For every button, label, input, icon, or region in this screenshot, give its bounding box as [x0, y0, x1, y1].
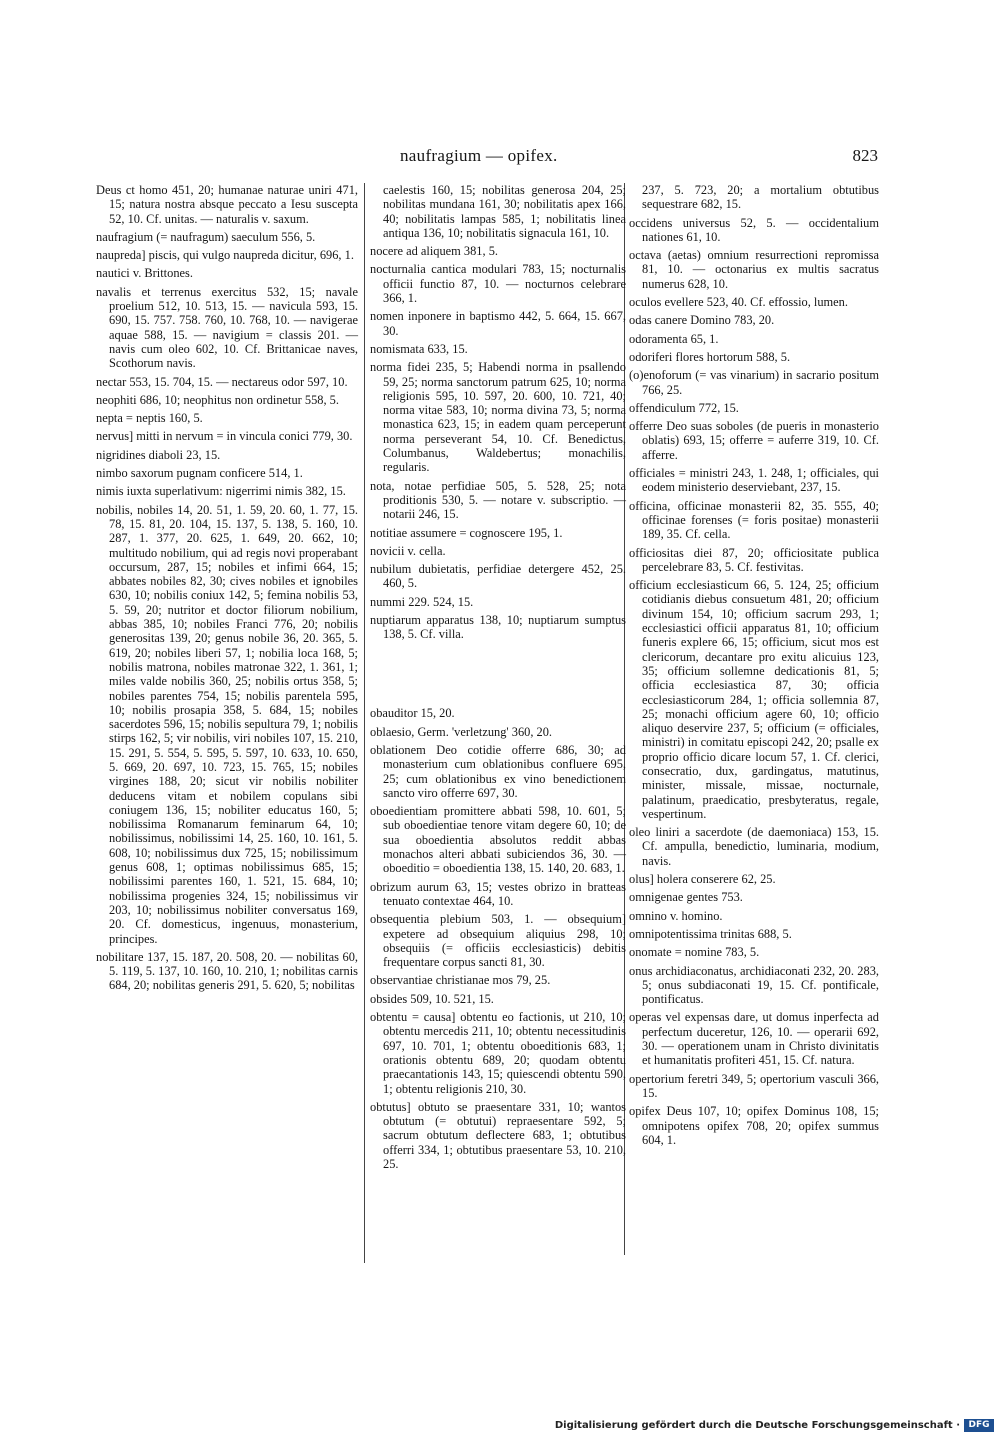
index-entry: nota, notae perfidiae 505, 5. 528, 25; nota proditionis 530, 5. — notare v. subscriptio. — notarii 246, 15.	[370, 478, 626, 522]
index-entry: nepta = neptis 160, 5.	[96, 411, 203, 426]
index-entry: oleo liniri a sacerdote (de daemoniaca) 153, 15. Cf. ampulla, benedictio, luminaria, modium, navis.	[629, 825, 879, 868]
index-entry: odoriferi flores hortorum 588, 5.	[629, 349, 791, 364]
index-entry: nigridines diaboli 23, 15.	[96, 447, 221, 462]
index-entry: (o)enoforum (= vas vinarium) in sacrario positum 766, 25.	[629, 368, 879, 397]
index-entry: odoramenta 65, 1.	[629, 331, 719, 346]
index-entry: opertorium feretri 349, 5; opertorium vasculi 366, 15.	[629, 1071, 879, 1100]
index-entry: odas canere Domino 783, 20.	[629, 313, 775, 328]
index-entry: 237, 5. 723, 20; a mortalium obtutibus sequestrare 682, 15.	[642, 183, 879, 212]
index-entry: naufragium (= naufragum) saeculum 556, 5.	[96, 229, 316, 244]
page-number: 823	[852, 146, 878, 165]
index-entry: omnigenae gentes 753.	[629, 890, 743, 905]
page-header	[0, 146, 1000, 172]
index-entry: officiositas diei 87, 20; officiositate publica percelebrare 83, 5. Cf. festivitas.	[629, 545, 879, 574]
index-entry: onomate = nomine 783, 5.	[629, 945, 760, 960]
index-entry: nervus] mitti in nervum = in vincula conici 779, 30.	[96, 429, 353, 444]
index-entry: nobilis, nobiles 14, 20. 51, 1. 59, 20. 60, 1. 77, 15. 78, 15. 81, 20. 104, 15. 137, 5. 138, 5. 160, 10. 287, 1. 377, 20. 625, 1. 649, 20. 662, 10; multitudo nobilium, qui ad regis novi properabant occursum, 287, 15; nobiles et infimi 664, 15; abbates nobiles 82, 30; cives nobiles et ignobiles 630, 10; nobilis coniux 142, 5; femina nobilis 53, 5. 59, 20; nutritor et doctor filiorum nobilium, abbas 385, 10; nobiles Franci 776, 20; nobilis generositas 139, 20; genus nobile 36, 20. 365, 5. 619, 20; nobiles liberi 57, 1; nobilia loca 168, 5; nobilis matrona, nobiles matronae 322, 1. 361, 1; miles valde nobilis 360, 25; nobilis ortus 358, 5; nobiles parentes 754, 15; nobilis parentela 595, 10; nobilis prosapia 358, 5. 684, 15; nobiles sacerdotes 596, 15; nobilis sepultura 79, 1; nobilis stirps 162, 5; vir nobilis, viri nobiles 107, 15. 210, 15. 291, 5. 554, 5. 595, 5. 597, 10. 633, 10. 650, 5. 669, 20. 697, 10. 723, 15. 765, 15; nobiles virgines 188, 20; sicut vir nobilis nobiliter deducens vitam et nobilem copulans sibi coniugem 136, 15; nobiliter educatus 160, 5; nobilissima Romanarum feminarum 64, 10; nobilissimus, nobilissimi 14, 25. 160, 10. 161, 5. 608, 10; nobilissimus dux 725, 15; nobilissimum genus 608, 1; optimas nobilissimus 685, 15; nobilissimi parentes 160, 1. 521, 15. 684, 10; nobilissima progenies 324, 15; nobilissimus vir 203, 10; nobilissimus nobiliter conversatus 169, 20. Cf. domesticus, ingenuus, monasterium, principes.	[96, 502, 358, 946]
index-entry: observantiae christianae mos 79, 25.	[370, 973, 551, 988]
index-entry: obtentu = causa] obtentu eo factionis, ut 210, 10; obtentu mercedis 211, 10; obtentu necessitudinis 697, 10. 701, 1; obtentu oboeditionis 683, 1; orationis obtentu 689, 20; quodam obtentu praecantationis 143, 15; quiescendi obtentu 590, 1; obtentu religionis 210, 30.	[370, 1010, 626, 1096]
index-entry: offendiculum 772, 15.	[629, 400, 739, 415]
index-entry: caelestis 160, 15; nobilitas generosa 204, 25; nobilitas mundana 161, 30; nobilitatis apex 166, 40; nobilitatis lampas 585, 1; nobilitatis linea antiqua 136, 10; nobilitatis signacula 161, 10.	[383, 183, 626, 240]
index-entry: novicii v. cella.	[370, 543, 446, 558]
index-entry: olus] holera conserere 62, 25.	[629, 872, 776, 887]
index-entry: offerre Deo suas soboles (de pueris in monasterio oblatis) 693, 15; offerre = auferre 319, 10. Cf. afferre.	[629, 419, 879, 462]
index-entry: obrizum aurum 63, 15; vestes obrizo in bratteas tenuato contextae 464, 10.	[370, 879, 626, 908]
index-entry: opifex Deus 107, 10; opifex Dominus 108, 15; omnipotens opifex 708, 20; opifex summus 604, 1.	[629, 1104, 879, 1147]
column-divider	[364, 183, 365, 1263]
index-column-1	[96, 183, 358, 997]
index-column-3	[629, 183, 879, 1151]
index-entry: Deus ct homo 451, 20; humanae naturae uniri 471, 15; natura nostra absque peccato a Iesu suscepta 52, 10. Cf. unitas. — naturalis v. saxum.	[96, 183, 358, 226]
index-entry: nocere ad aliquem 381, 5.	[370, 244, 498, 259]
index-entry: oblationem Deo cotidie offerre 686, 30; ad monasterium cum oblationibus confluere 695, 25; cum oblationibus ex vino benedictionem sancto viro offerre 697, 30.	[370, 742, 626, 800]
index-entry: nimis iuxta superlativum: nigerrimi nimis 382, 15.	[96, 484, 346, 499]
index-entry: nuptiarum apparatus 138, 10; nuptiarum sumptus 138, 5. Cf. villa.	[370, 613, 626, 642]
page-footer	[555, 1418, 994, 1432]
index-entry: operas vel expensas dare, ut domus inperfecta ad perfectum duceretur, 126, 10. — operarii 692, 30. — operationem unam in Christo divinitatis et humanitatis profiteri 451, 15. Cf. natura.	[629, 1010, 879, 1068]
index-entry: obsides 509, 10. 521, 15.	[370, 991, 494, 1006]
index-entry: nautici v. Brittones.	[96, 266, 193, 281]
index-entry: nubilum dubietatis, perfidiae detergere 452, 25. 460, 5.	[370, 562, 626, 591]
index-entry: omnino v. homino.	[629, 908, 723, 923]
index-entry: officina, officinae monasterii 82, 35. 555, 40; officinae forenses (= foris positae) monasterii 189, 35. Cf. cella.	[629, 498, 879, 542]
index-entry: nomen inponere in baptismo 442, 5. 664, 15. 667, 30.	[370, 309, 626, 338]
index-entry: omnipotentissima trinitas 688, 5.	[629, 926, 792, 941]
index-entry: officiales = ministri 243, 1. 248, 1; officiales, qui eodem ministerio deserviebant, 237, 15.	[629, 466, 879, 495]
index-entry: nummi 229. 524, 15.	[370, 594, 474, 609]
index-entry: oboedientiam promittere abbati 598, 10. 601, 5; sub oboedientiae tenore vitam degere 60, 10; de sua oboedientia absolutos reddit abbas monachos alteri abbati subiciendos 36, 30. — oboeditio = oboedientia 138, 15. 140, 20. 683, 1.	[370, 804, 626, 876]
index-entry: octava (aetas) omnium resurrectioni repromissa 81, 10. — octonarius ex multis sacratus numerus 628, 10.	[629, 248, 879, 291]
index-entry: nomismata 633, 15.	[370, 341, 468, 356]
index-entry: oblaesio, Germ. 'verletzung' 360, 20.	[370, 724, 553, 739]
index-entry: officium ecclesiasticum 66, 5. 124, 25; officium cotidianis diebus consuetum 481, 20; officium divinum 154, 10; officium sacrum 293, 1; ecclesiastici officii apparatus 81, 10; officium funeris explere 66, 15; officium, sicut mos est clericorum, decantare pro exitu alicuius 123, 35; officium sollemne dedicationis 81, 5; officia ecclesiastica 87, 30; officia ecclesiasticorum 284, 1; officia sollemnia 87, 25; monachi officium agere 60, 10; officio aliquo deservire 237, 5; officium (= officiales, ministri) in comitatu episcopi 242, 20; psalle ex proprio officio dicare locum 57, 1. Cf. clerici, consecratio, dux, gardingatus, matutinus, minister, missale, missae, nocturnale, palatinum, praedicatio, presbyteratus, regale, vespertinum.	[629, 578, 879, 821]
index-entry: occidens universus 52, 5. — occidentalium nationes 61, 10.	[629, 215, 879, 244]
index-entry: notitiae assumere = cognoscere 195, 1.	[370, 525, 563, 540]
dfg-logo: DFG	[964, 1419, 994, 1432]
index-entry: neophiti 686, 10; neophitus non ordinetur 558, 5.	[96, 392, 339, 407]
index-entry: obsequentia plebium 503, 1. — obsequium] expetere ad obsequium aliquius 298, 10; obsequiis (= officiis ecclesiasticis) debitis frequentare corpus sancti 81, 30.	[370, 912, 626, 970]
funding-notice: Digitalisierung gefördert durch die Deutsche Forschungsgemeinschaft ·	[554, 1419, 960, 1431]
index-entry: onus archidiaconatus, archidiaconati 232, 20. 283, 5; onus subdiaconati 19, 15. Cf. pontificale, pontificatus.	[629, 963, 879, 1007]
index-entry: obauditor 15, 20.	[370, 706, 455, 721]
index-entry: nocturnalia cantica modulari 783, 15; nocturnalis officii functio 87, 10. — nocturnos celebrare 366, 1.	[370, 262, 626, 306]
index-entry: navalis et terrenus exercitus 532, 15; navale proelium 512, 10. 513, 15. — navicula 593, 15. 690, 15. 757. 758. 760, 10. 768, 10. — navigerae aquae 588, 15. — navigium = classis 201. — navis cum oleo 602, 10. Cf. Brittanicae naves, Scothorum navis.	[96, 284, 358, 371]
running-head-title: naufragium — opifex.	[400, 146, 558, 165]
index-entry: oculos evellere 523, 40. Cf. effossio, lumen.	[629, 295, 848, 310]
index-entry: obtutus] obtuto se praesentare 331, 10; wantos obtutum (= obtutui) repraesentare 592, 5; sacrum obtutum deflectere 683, 1; obtutibus offerri 334, 1; obtutibus praesentare 53, 10. 210, 25.	[370, 1099, 626, 1171]
index-entry: naupreda] piscis, qui vulgo naupreda dicitur, 696, 1.	[96, 248, 354, 263]
index-column-2	[370, 183, 626, 1175]
index-entry: nimbo saxorum pugnam conficere 514, 1.	[96, 466, 303, 481]
index-entry: norma fidei 235, 5; Habendi norma in psallendo 59, 25; norma sanctorum patrum 625, 10; norma religionis 595, 10. 597, 20. 600, 10. 721, 40; norma vitae 583, 10; norma divina 73, 5; norma monastica 623, 15; in eadem quam perceperunt norma perseverant 54, 10. Cf. Benedictus, Columbanus, Waldebertus; monachilis, regularis.	[370, 360, 626, 475]
index-entry: nectar 553, 15. 704, 15. — nectareus odor 597, 10.	[96, 374, 348, 389]
index-entry: nobilitare 137, 15. 187, 20. 508, 20. — nobilitas 60, 5. 119, 5. 137, 10. 160, 10. 210, 1; nobilitas carnis 684, 20; nobilitas generis 291, 5. 620, 5; nobilitas	[96, 949, 358, 993]
section-spacer	[370, 654, 626, 694]
